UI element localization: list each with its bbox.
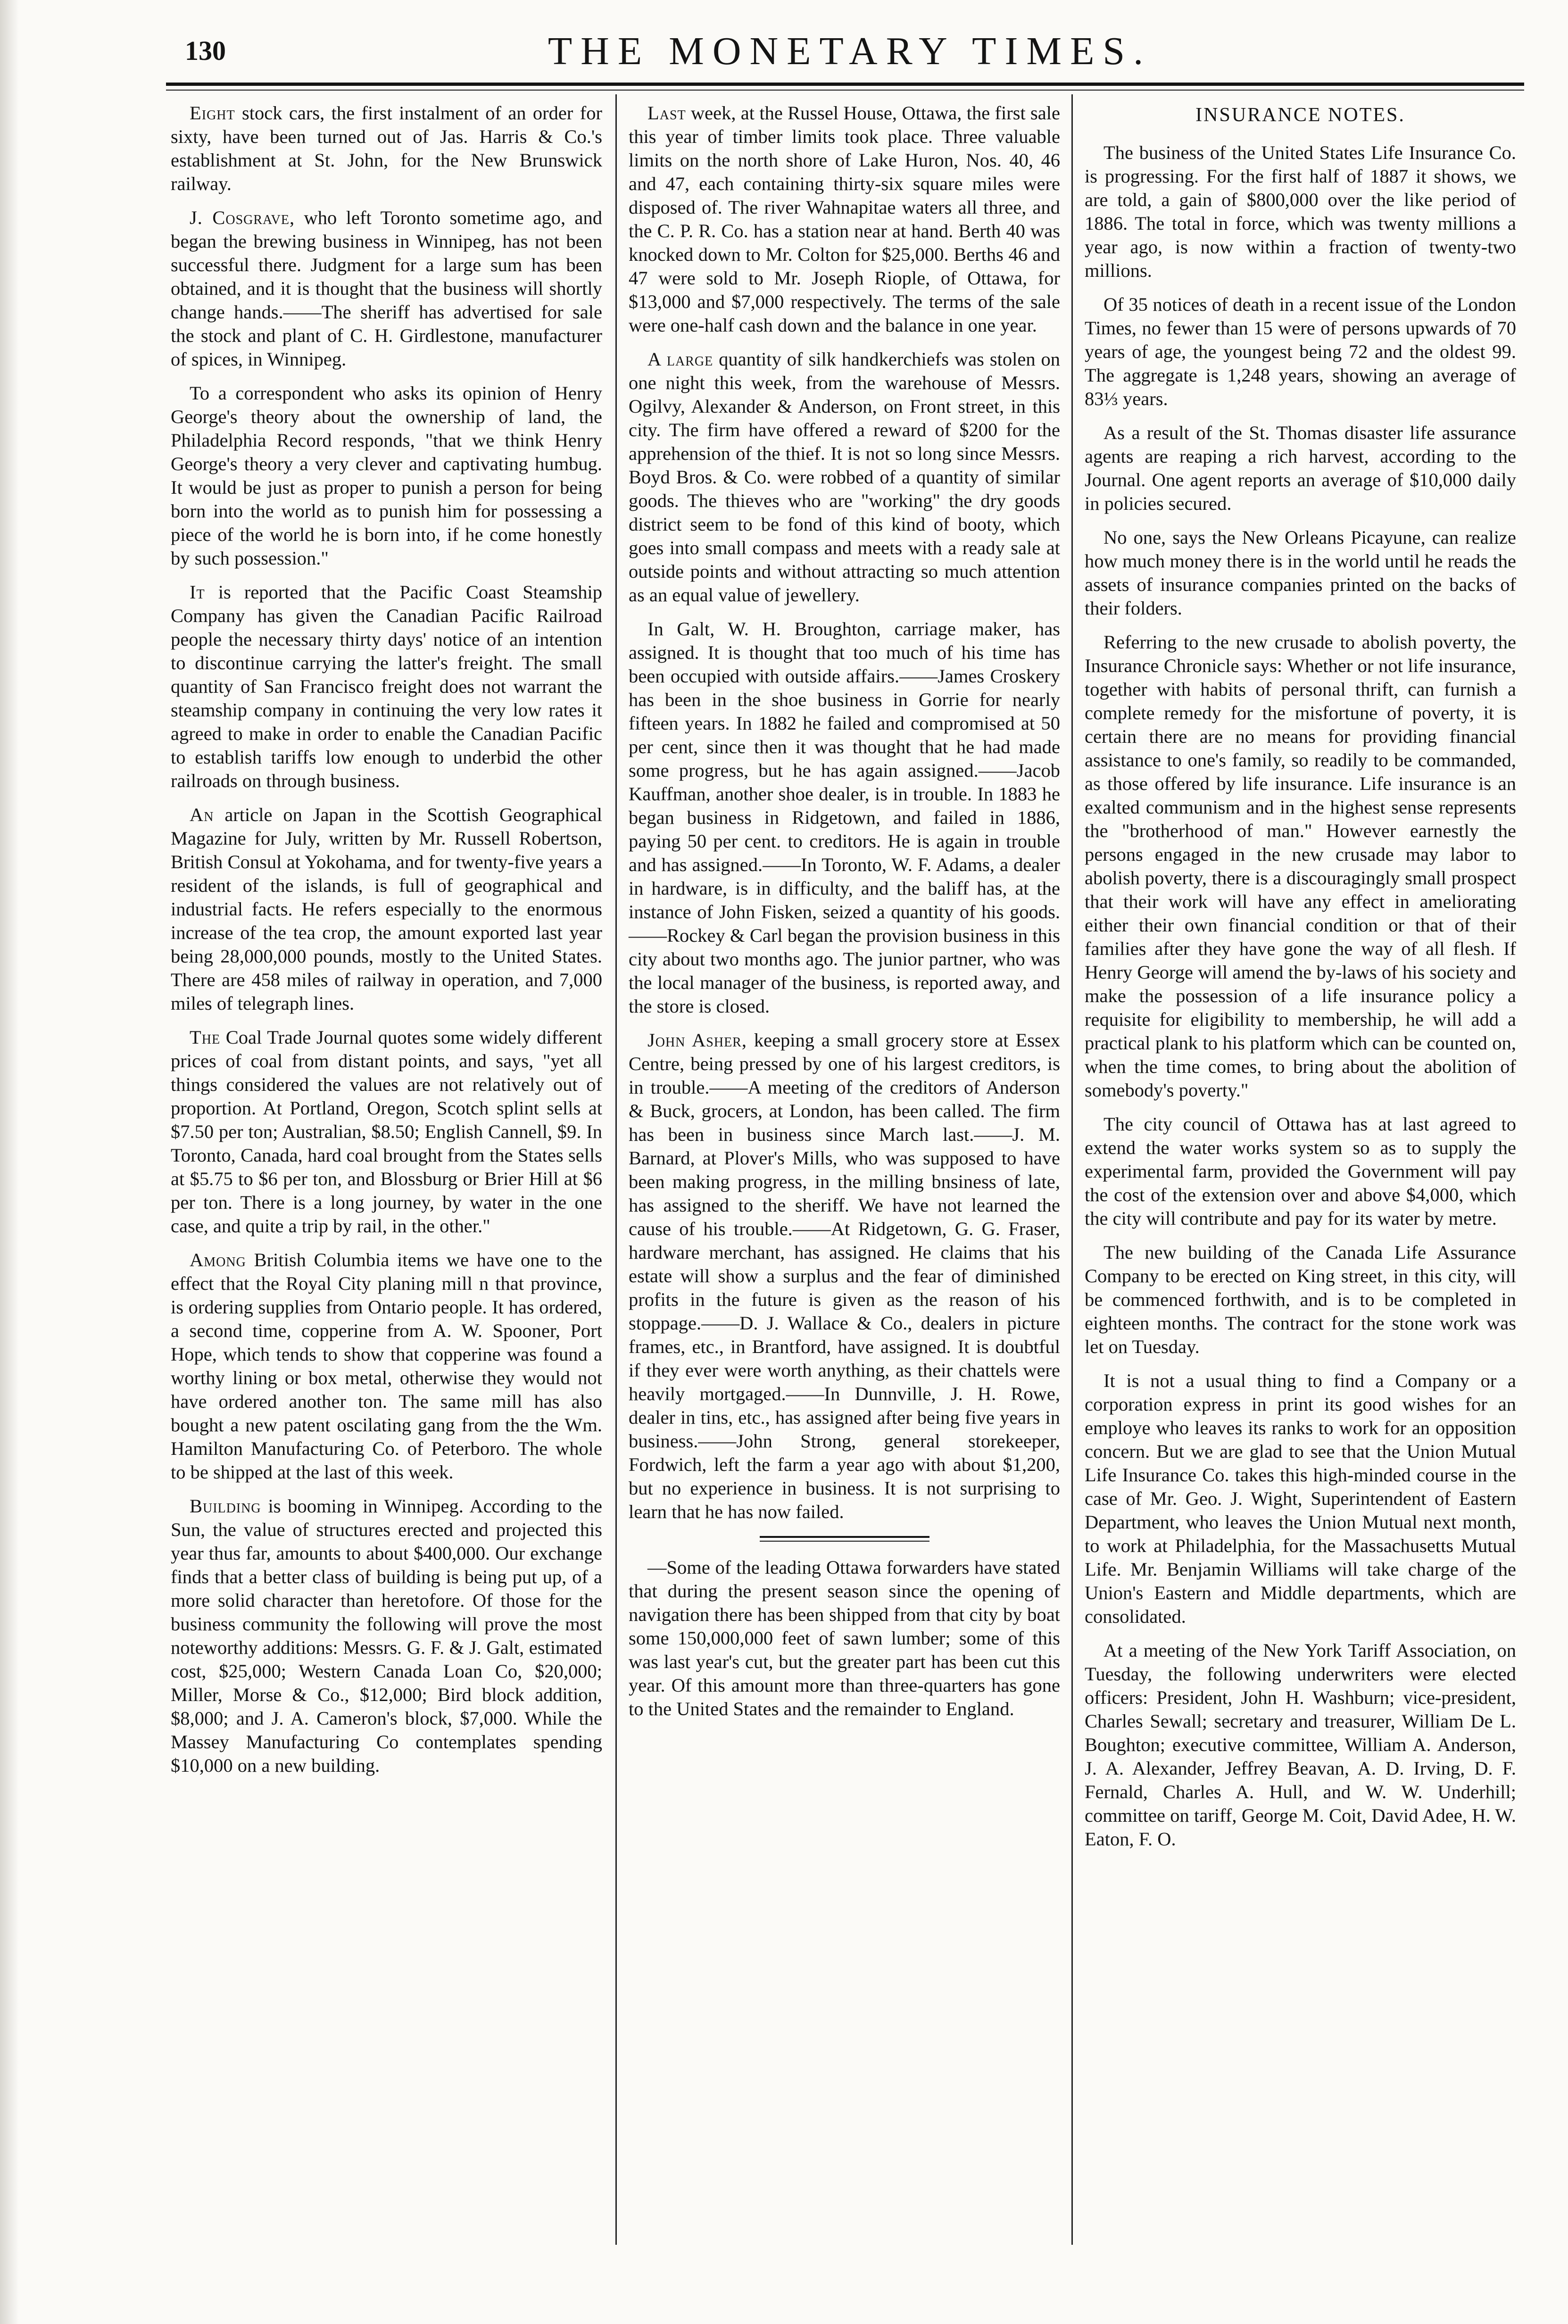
masthead-rule-thin <box>166 90 1524 91</box>
news-paragraph <box>171 1248 602 1484</box>
paragraph-text: In Galt, W. H. Broughton, carriage maker, has assigned. It is thought that too much of his time has been occupied with outside affairs.——James Croskery has been in the shoe business in Gorrie for nearly fifteen years. In 1882 he failed and compromised at 50 per cent, since then it was thought that he had made some progress, but he has again assigned.——Jacob Kauffman, another shoe dealer, is in trouble. In 1883 he began business in Ridgetown, and failed in 1886, paying 50 per cent. to creditors. He is again in trouble and has assigned.——In Toronto, W. F. Adams, a dealer in hardware, is in difficulty, and the baliff has, at the instance of John Fisken, seized a quantity of his goods.——Rockey & Carl began the provision business in this city about two months ago. The junior partner, who was the local manager of the business, is reported away, and the store is closed. <box>629 618 1060 1017</box>
news-paragraph <box>1085 1112 1516 1230</box>
page-number: 130 <box>185 35 226 66</box>
news-paragraph <box>1085 1241 1516 1359</box>
paragraph-text: keeping a small grocery store at Essex Centre, being pressed by one of his largest creditors, is in trouble.——A meeting of the creditors of Anderson & Buck, grocers, at London, has been called. The firm has been in business since March last.——J. M. Barnard, at Plover's Mills, who was supposed to have been making progress, in the milling bnsiness of late, has assigned to the sheriff. We have not learned the cause of his trouble.——At Ridgetown, G. G. Fraser, hardware merchant, has assigned. He claims that his estate will show a surplus and the fear of diminished profits in the future is given as the reason of his stoppage.——D. J. Wallace & Co., dealers in picture frames, etc., in Brantford, have assigned. It is doubtful if they ever were worth anything, as their chattels were heavily mortgaged.——In Dunnville, J. H. Rowe, dealer in tins, etc., has assigned after being five years in business.——John Strong, general storekeeper, Fordwich, left the farm a year ago with about $1,200, but no experience in business. It is not surprising to learn that he has now failed. <box>629 1029 1060 1522</box>
paragraph-text: is booming in Winnipeg. According to the Sun, the value of structures erected and projected this year thus far, amounts to about $400,000. Our exchange finds that a better class of building is being put up, of a more solid character than heretofore. Of those for the business community the following will prove the most noteworthy additions: Messrs. G. F. & J. Galt, estimated cost, $25,000; Western Canada Loan Co, $20,000; Miller, Morse & Co., $12,000; Bird block addition, $8,000; and J. A. Cameron's block, $7,000. While the Massey Manufacturing Co contemplates spending $10,000 on a new building. <box>171 1495 602 1776</box>
paragraph-text: British Columbia items we have one to the effect that the Royal City planing mill n that province, is ordering supplies from Ontario people. It has ordered, a second time, copperine from A. W. Spooner, Port Hope, which tends to show that copperine was found a worthy lining or box metal, otherwise they would not have ordered another ton. The same mill has also bought a new patent oscilating gang from the the Wm. Hamilton Manufacturing Co. of Peterboro. The whole to be shipped at the last of this week. <box>171 1249 602 1483</box>
paragraph-lead-word: J. Cosgrave, <box>190 207 295 228</box>
news-paragraph <box>1085 421 1516 515</box>
paragraph-lead-word: The <box>190 1027 221 1048</box>
paragraph-text: The city council of Ottawa has at last agreed to extend the water works system so as to supply the experimental farm, provided the Government will pay the cost of the extension over and above $4,000, which the city will contribute and pay for its water by metre. <box>1085 1113 1516 1229</box>
news-paragraph <box>171 101 602 196</box>
masthead-rule-thick <box>166 83 1524 86</box>
paragraph-text: The business of the United States Life Insurance Co. is progressing. For the first half of 1887 it shows, we are told, a gain of $800,000 over the like period of 1886. The total in force, which was twenty millions a year ago, is now within a fraction of twenty-two millions. <box>1085 142 1516 281</box>
paragraph-lead-word: A large <box>647 349 713 370</box>
section-separator <box>760 1536 929 1542</box>
paragraph-lead-word: John Asher, <box>647 1029 747 1051</box>
paragraph-text: article on Japan in the Scottish Geographical Magazine for July, written by Mr. Russell Robertson, British Consul at Yokohama, and for twenty-five years a resident of the islands, is full of geographical and industrial facts. He refers especially to the enormous increase of the tea crop, the amount exported last year being 28,000,000 pounds, mostly to the United States. There are 458 miles of railway in operation, and 7,000 miles of telegraph lines. <box>171 804 602 1014</box>
paragraph-text: As a result of the St. Thomas disaster life assurance agents are reaping a rich harvest, according to the Journal. One agent reports an average of $10,000 daily in policies secured. <box>1085 422 1516 514</box>
paragraph-text: No one, says the New Orleans Picayune, can realize how much money there is in the world until he reads the assets of insurance companies printed on the backs of their folders. <box>1085 527 1516 619</box>
paragraph-text: It is not a usual thing to find a Company or a corporation express in print its good wishes for an employe who leaves its ranks to work for an opposition concern. But we are glad to see that the Union Mutual Life Insurance Co. takes this high-minded course in the case of Mr. Geo. J. Wight, Superintendent of Eastern Department, who leaves the Union Mutual next month, to work at Philadelphia, for the Massachusetts Mutual Life. Mr. Benjamin Williams will take charge of the Union's Eastern and Middle departments, which are consolidated. <box>1085 1370 1516 1627</box>
masthead <box>166 25 1534 76</box>
paragraph-text: To a correspondent who asks its opinion of Henry George's theory about the ownership of land, the Philadelphia Record responds, "that we think Henry George's theory a very clever and captivating humbug. It would be just as proper to punish a person for being born into the world as to punish him for possessing a piece of the world he is born into, if he come honestly by such possession." <box>171 382 602 569</box>
news-paragraph <box>171 581 602 793</box>
paragraph-lead-word: An <box>190 804 214 825</box>
news-paragraph <box>1085 1639 1516 1851</box>
paragraph-lead-word: Last <box>647 102 686 124</box>
news-paragraph <box>171 1494 602 1777</box>
column-2 <box>629 101 1060 1731</box>
paragraph-text: week, at the Russel House, Ottawa, the first sale this year of timber limits took place. Three valuable limits on the north shore of Lake Huron, Nos. 40, 46 and 47, each containing thirty-six square miles were disposed of. The river Wahnapitae waters all three, and the C. P. R. Co. has a station near at hand. Berth 40 was knocked down to Mr. Colton for $25,000. Berths 46 and 47 were sold to Mr. Joseph Riople, of Ottawa, for $13,000 and $7,000 respectively. The terms of the sale were one-half cash down and the balance in one year. <box>629 102 1060 336</box>
news-paragraph <box>1085 631 1516 1102</box>
paragraph-lead-word: Building <box>190 1495 261 1517</box>
news-paragraph <box>171 382 602 570</box>
paragraph-lead-word: Eight <box>190 102 235 124</box>
news-paragraph <box>1085 141 1516 282</box>
paragraph-text: quantity of silk handkerchiefs was stolen on one night this week, from the warehouse of Messrs. Ogilvy, Alexander & Anderson, on Front street, in this city. The firm have offered a reward of $200 for the apprehension of the thief. It is not so long since Messrs. Boyd Bros. & Co. were robbed of a quantity of similar goods. The thieves who are "working" the dry goods district seem to be fond of this kind of booty, which goes into small compass and meets with a ready sale at outside points and without attracting so much attention as an equal value of jewellery. <box>629 349 1060 606</box>
column-divider-1 <box>615 94 617 2245</box>
paragraph-text: Coal Trade Journal quotes some widely different prices of coal from distant points, and says, "yet all things considered the values are not relatively out of proportion. At Portland, Oregon, Scotch splint sells at $7.50 per ton; Australian, $8.50; English Cannell, $9. In Toronto, Canada, hard coal brought from the States sells at $5.75 to $6 per ton, and Blossburg or Brier Hill at $6 per ton. There is a long journey, by water in the one case, and quite a trip by rail, in the other." <box>171 1027 602 1237</box>
news-paragraph <box>629 348 1060 607</box>
paragraph-lead-word: Among <box>190 1249 246 1270</box>
news-paragraph <box>629 101 1060 337</box>
paragraph-text: stock cars, the first instalment of an order for sixty, have been turned out of Jas. Harris & Co.'s establishment at St. John, for the New Brunswick railway. <box>171 102 602 194</box>
news-paragraph <box>1085 293 1516 411</box>
news-paragraph <box>1085 1369 1516 1628</box>
paragraph-text: Of 35 notices of death in a recent issue of the London Times, no fewer than 15 were of persons upwards of 70 years of age, the youngest being 72 and the oldest 99. The aggregate is 1,248 years, showing an average of 83⅓ years. <box>1085 294 1516 409</box>
insurance-notes-heading: INSURANCE NOTES. <box>1195 104 1405 126</box>
news-paragraph <box>1085 526 1516 620</box>
news-paragraph <box>629 617 1060 1018</box>
paragraph-text: At a meeting of the New York Tariff Association, on Tuesday, the following underwriters were elected officers: President, John H. Washburn; vice-president, Charles Sewall; secretary and treasurer, William De L. Boughton; executive committee, William A. Anderson, J. A. Alexander, Jeffrey Beavan, A. D. Irving, D. F. Fernald, Charles A. Hull, and W. W. Underhill; committee on tariff, George M. Coit, David Adee, H. W. Eaton, F. O. <box>1085 1640 1516 1850</box>
column-3 <box>1085 101 1516 1861</box>
paragraph-text: who left Toronto sometime ago, and began the brewing business in Winnipeg, has not been successful there. Judgment for a large sum has been obtained, and it is thought that the business will shortly change hands.——The sheriff has advertised for sale the stock and plant of C. H. Girdlestone, manufacturer of spices, in Winnipeg. <box>171 207 602 370</box>
news-paragraph <box>171 1026 602 1238</box>
news-paragraph <box>171 206 602 371</box>
paragraph-text: —Some of the leading Ottawa forwarders have stated that during the present season since the opening of navigation there has been shipped from that city by boat some 150,000,000 feet of sawn lumber; some of this was last year's cut, but the greater part has been cut this year. Of this amount more than three-quarters has gone to the United States and the remainder to England. <box>629 1557 1060 1719</box>
paragraph-text: Referring to the new crusade to abolish poverty, the Insurance Chronicle says: Whether or not life insurance, together with habits of personal thrift, can furnish a complete remedy for the misfortune of poverty, it is certain there are no means for providing financial assistance to one's family, so readily to be commanded, as those offered by life insurance. Life insurance is an exalted communism and in the highest sense represents the "brotherhood of man." However earnestly the persons engaged in the new crusade may labor to abolish poverty, there is a discouragingly small prospect that their work will have any effect in ameliorating either their own financial condition or that of their families after they have gone the way of all flesh. If Henry George will amend the by-laws of his society and make the possession of a life insurance policy a requisite for eligibility to membership, he will add a practical plank to his platform which can be counted on, when the time comes, to bring about the abolition of somebody's poverty." <box>1085 631 1516 1101</box>
column-1 <box>171 101 602 1788</box>
paragraph-text: The new building of the Canada Life Assurance Company to be erected on King street, in this city, will be commenced forthwith, and is to be completed in eighteen months. The contract for the stone work was let on Tuesday. <box>1085 1242 1516 1357</box>
paragraph-text: is reported that the Pacific Coast Steamship Company has given the Canadian Pacific Railroad people the necessary thirty days' notice of an intention to discontinue carrying the latter's freight. The small quantity of San Francisco freight does not warrant the steamship company in continuing the very low rates it agreed to make in order to enable the Canadian Pacific to establish tariffs low enough to underbid the other railroads on through business. <box>171 581 602 791</box>
column-divider-2 <box>1071 94 1073 2245</box>
page-binding-edge <box>0 0 19 2324</box>
news-paragraph <box>629 1556 1060 1721</box>
news-paragraph <box>171 803 602 1015</box>
journal-title: THE MONETARY TIMES. <box>548 29 1152 73</box>
news-paragraph <box>629 1029 1060 1524</box>
paragraph-lead-word: It <box>190 581 205 603</box>
